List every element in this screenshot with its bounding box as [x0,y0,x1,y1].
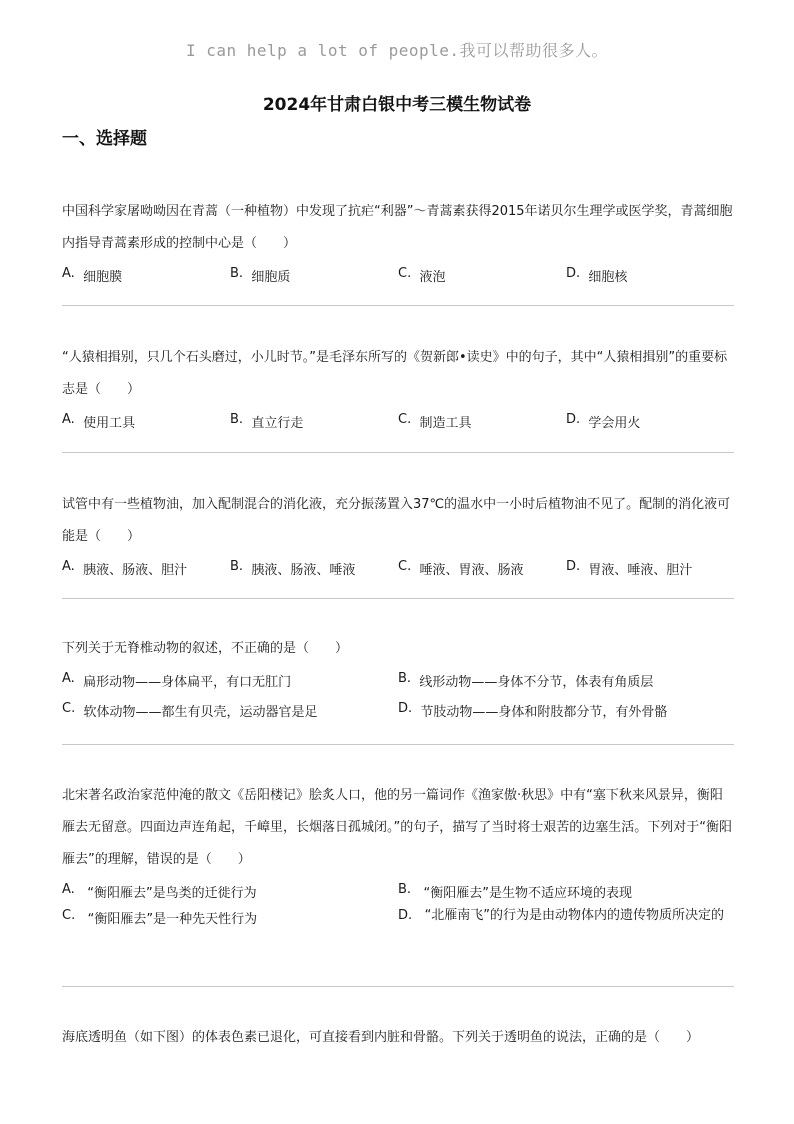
question-6 [62,1022,734,1054]
question-stem: 试管中有一些植物油，加入配制混合的消化液，充分振荡置入37℃的温水中一小时后植物油不见了。配制的消化液可能是（ ） [62,497,731,544]
page-title: 2024年甘肃白银中考三模生物试卷 [262,95,532,115]
option-b[interactable]: B. 细胞质 [230,265,291,285]
option-a[interactable]: A. 细胞膜 [62,265,123,285]
option-c[interactable]: C. 软体动物——都生有贝壳，运动器官是足 [62,700,318,720]
option-d[interactable]: D. 节肢动物——身体和附肢都分节，有外骨骼 [398,700,668,720]
watermark-text: I can help a lot of people.我可以帮助很多人。 [185,41,609,60]
option-c[interactable]: C. 唾液、胃液、肠液 [398,558,524,578]
option-b[interactable]: B. 直立行走 [230,411,304,431]
question-3 [62,489,734,583]
option-list [62,876,734,932]
question-divider [62,598,734,599]
question-stem: 海底透明鱼（如下图）的体表色素已退化，可直接看到内脏和骨骼。下列关于透明鱼的说法，正确的是（ ） [62,1030,700,1045]
option-d[interactable]: D. 胃液、唾液、胆汁 [566,558,693,578]
option-c[interactable]: C. 制造工具 [398,411,472,431]
option-list [62,665,734,725]
question-1 [62,196,734,290]
option-a[interactable]: A. 扁形动物——身体扁平，有口无肛门 [62,670,292,690]
option-b[interactable]: B. “衡阳雁去”是生物不适应环境的表现 [398,881,632,901]
question-stem: 中国科学家屠呦呦因在青蒿（一种植物）中发现了抗疟“利器”～青蒿素获得2015年诺贝尔生理学或医学奖，青蒿细胞内指导青蒿素形成的控制中心是（ ） [62,204,733,251]
option-a[interactable]: A. 使用工具 [62,411,136,431]
option-list [62,406,734,436]
option-a[interactable]: A. “衡阳雁去”是鸟类的迁徙行为 [62,881,257,901]
question-5 [62,780,734,932]
option-d[interactable]: D. 学会用火 [566,411,641,431]
option-list [62,553,734,583]
question-4 [62,633,734,725]
option-b[interactable]: B. 线形动物——身体不分节，体表有角质层 [398,670,654,690]
question-divider [62,986,734,987]
option-c[interactable]: C. “衡阳雁去”是一种先天性行为 [62,908,258,927]
question-divider [62,305,734,306]
section-heading: 一、选择题 [62,129,147,149]
option-b[interactable]: B. 胰液、肠液、唾液 [230,558,356,578]
question-stem: 下列关于无脊椎动物的叙述，不正确的是（ ） [62,641,349,656]
question-stem: “人猿相揖别，只几个石头磨过，小儿时节。”是毛泽东所写的《贺新郎•读史》中的句子，其中“人猿相揖别”的重要标志是（ ） [62,350,728,397]
option-c[interactable]: C. 液泡 [398,265,446,285]
question-divider [62,452,734,453]
question-2 [62,342,734,436]
question-divider [62,744,734,745]
question-stem: 北宋著名政治家范仲淹的散文《岳阳楼记》脍炙人口，他的另一篇词作《渔家傲·秋思》中有“塞下秋来风景异，衡阳雁去无留意。四面边声连角起，千嶂里，长烟落日孤城闭。”的句子，描写了当时将士艰苦的边塞生活。下列对于“衡阳雁去”的理解，错误的是（ ） [62,788,732,867]
option-a[interactable]: A. 胰液、肠液、胆汁 [62,558,188,578]
option-d[interactable]: D. “北雁南飞”的行为是由动物体内的遗传物质所决定的 [398,908,725,923]
option-list [62,260,734,290]
option-d[interactable]: D. 细胞核 [566,265,628,285]
